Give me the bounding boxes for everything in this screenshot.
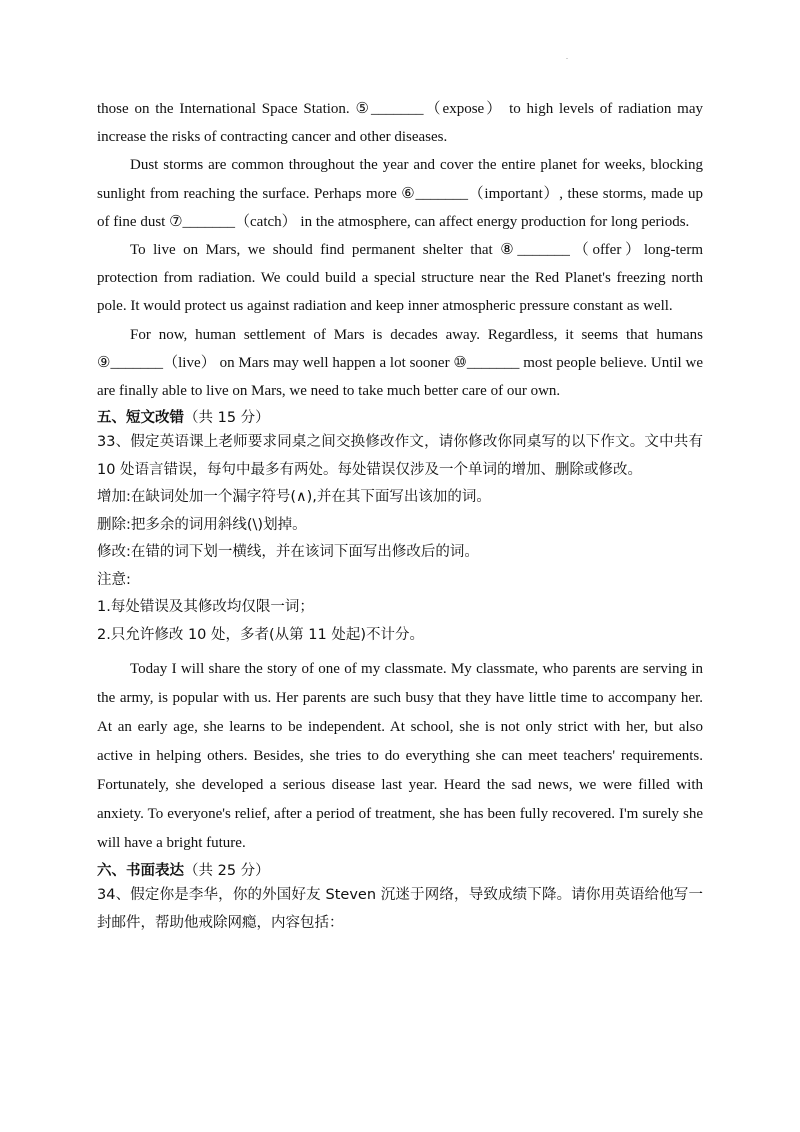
note-1: 1.每处错误及其修改均仅限一词；	[97, 599, 314, 616]
note-label: 注意:	[97, 571, 131, 588]
question-34-prompt: 34、假定你是李华，你的外国好友 Steven 沉迷于网络，导致成绩下降。请你用英语给他写一封邮件，帮助他戒除网瘾，内容包括：	[97, 887, 703, 931]
instruction-add: 增加:在缺词处加一个漏字符号(∧),并在其下面写出该加的词。	[97, 489, 491, 506]
reading-paragraph-1: those on the International Space Station. ⑤_______（expose） to high levels of radiation may increase the risks of contracting cancer and other diseases.	[97, 101, 703, 146]
section-5-score: （共 15 分）	[184, 410, 270, 427]
reading-paragraph-4: For now, human settlement of Mars is decades away. Regardless, it seems that humans ⑨_______（live） on Mars may well happen a lot sooner ⑩_______ most people believe. Until we are finally able to live on Mars, we need to take much better care of our own.	[97, 326, 703, 400]
section-6-title: 六、书面表达	[97, 863, 184, 880]
reading-paragraph-3: To live on Mars, we should find permanent shelter that ⑧_______（offer）long-term protection from radiation. We could build a special structure near the Red Planet's freezing north pole. It would protect us against radiation and keep inner atmospheric pressure constant as well.	[97, 242, 703, 315]
section-5-title: 五、短文改错	[97, 410, 184, 427]
document-page	[97, 95, 703, 937]
correction-essay: Today I will share the story of one of my classmate. My classmate, who parents are serving in the army, is popular with us. Her parents are such busy that they have little time to accompany her. At an early age, she learns to be independent. At school, she is not only strict with her, but also active in helping others. Besides, she tries to do everything she can meet teachers' requirements. Fortunately, she developed a serious disease last year. Heard the sad news, we were filled with anxiety. To everyone's relief, after a period of treatment, she has been fully recovered. I'm surely she will have a bright future.	[97, 661, 703, 852]
instruction-modify: 修改:在错的词下划一横线，并在该词下面写出修改后的词。	[97, 544, 479, 561]
question-33-prompt: 33、假定英语课上老师要求同桌之间交换修改作文，请你修改你同桌写的以下作文。文中共有 10 处语言错误，每句中最多有两处。每处错误仅涉及一个单词的增加、删除或修改。	[97, 434, 703, 478]
page-mark: .	[566, 52, 568, 61]
instruction-delete: 删除:把多余的词用斜线(\)划掉。	[97, 516, 307, 533]
section-6-score: （共 25 分）	[184, 863, 270, 880]
section-6-heading	[97, 860, 703, 882]
note-2: 2.只允许修改 10 处，多者(从第 11 处起)不计分。	[97, 626, 424, 643]
section-5-heading	[97, 407, 703, 429]
reading-paragraph-2: Dust storms are common throughout the year and cover the entire planet for weeks, blocking sunlight from reaching the surface. Perhaps more ⑥_______（important）, these storms, made up of fine dust ⑦_______（catch） in the atmosphere, can affect energy production for long periods.	[97, 157, 703, 230]
